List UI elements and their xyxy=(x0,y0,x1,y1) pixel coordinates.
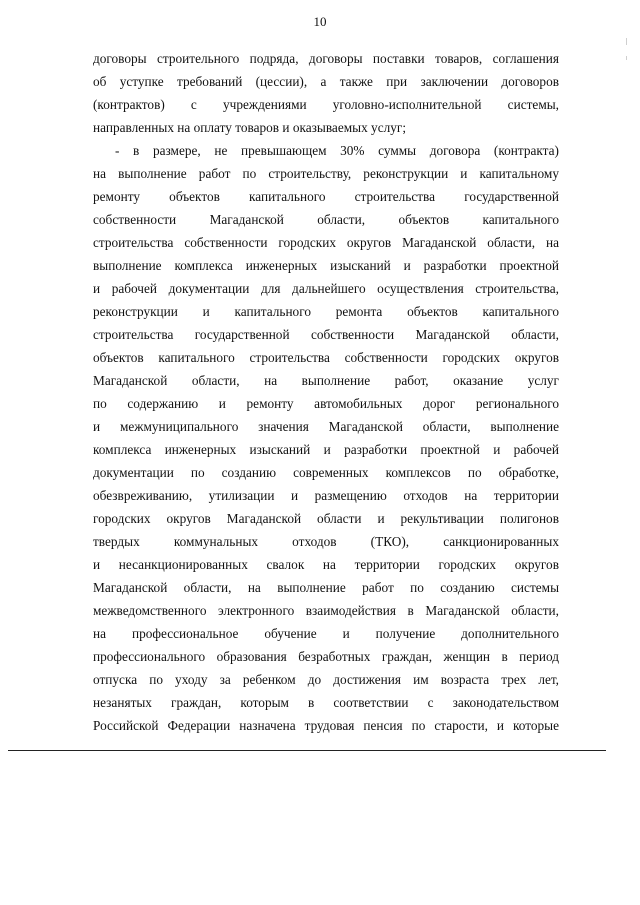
text-line: направленных на оплату товаров и оказываемых услуг; xyxy=(93,120,407,135)
text-line: выполнение комплекса инженерных изысканий и разработки проектной xyxy=(93,258,559,273)
text-line: и межмуниципального значения Магаданской области, выполнение xyxy=(93,419,559,434)
text-line: и рабочей документации для дальнейшего осуществления строительства, xyxy=(93,281,559,296)
text-line: документации по созданию современных комплексов по обработке, xyxy=(93,465,559,480)
text-line: твердых коммунальных отходов (ТКО), санкционированных xyxy=(93,534,559,549)
text-line: строительства государственной собственности Магаданской области, xyxy=(93,327,559,342)
text-line: собственности Магаданской области, объектов капитального xyxy=(93,212,559,227)
text-line: межведомственного электронного взаимодействия в Магаданской области, xyxy=(93,603,559,618)
text-line: - в размере, не превышающем 30% суммы договора (контракта) xyxy=(115,143,559,158)
scan-artifact xyxy=(626,38,627,45)
text-line: на выполнение работ по строительству, реконструкции и капитальному xyxy=(93,166,559,181)
text-line: объектов капитального строительства собственности городских округов xyxy=(93,350,559,365)
text-line: профессионального образования безработных граждан, женщин в период xyxy=(93,649,559,664)
footer-divider xyxy=(8,750,606,751)
text-line: договоры строительного подряда, договоры поставки товаров, соглашения xyxy=(93,51,559,66)
text-line: отпуска по уходу за ребенком до достижения им возраста трех лет, xyxy=(93,672,559,687)
body-text xyxy=(93,47,559,737)
text-line: Российской Федерации назначена трудовая пенсия по старости, и которые xyxy=(93,718,559,733)
text-line: незанятых граждан, которым в соответствии с законодательством xyxy=(93,695,559,710)
text-line: реконструкции и капитального ремонта объектов капитального xyxy=(93,304,559,319)
text-line: строительства собственности городских округов Магаданской области, на xyxy=(93,235,559,250)
scan-artifact xyxy=(626,56,627,60)
text-line: Магаданской области, на выполнение работ по созданию системы xyxy=(93,580,559,595)
text-line: (контрактов) с учреждениями уголовно-исполнительной системы, xyxy=(93,97,559,112)
text-line: обезвреживанию, утилизации и размещению отходов на территории xyxy=(93,488,559,503)
text-line: по содержанию и ремонту автомобильных дорог регионального xyxy=(93,396,559,411)
text-line: и несанкционированных свалок на территории городских округов xyxy=(93,557,559,572)
text-line: на профессиональное обучение и получение дополнительного xyxy=(93,626,559,641)
page-number: 10 xyxy=(313,14,327,29)
text-line: городских округов Магаданской области и рекультивации полигонов xyxy=(93,511,559,526)
text-line: об уступке требований (цессии), а также при заключении договоров xyxy=(93,74,559,89)
text-line: Магаданской области, на выполнение работ, оказание услуг xyxy=(93,373,559,388)
text-line: ремонту объектов капитального строительства государственной xyxy=(93,189,559,204)
text-line: комплекса инженерных изысканий и разработки проектной и рабочей xyxy=(93,442,559,457)
